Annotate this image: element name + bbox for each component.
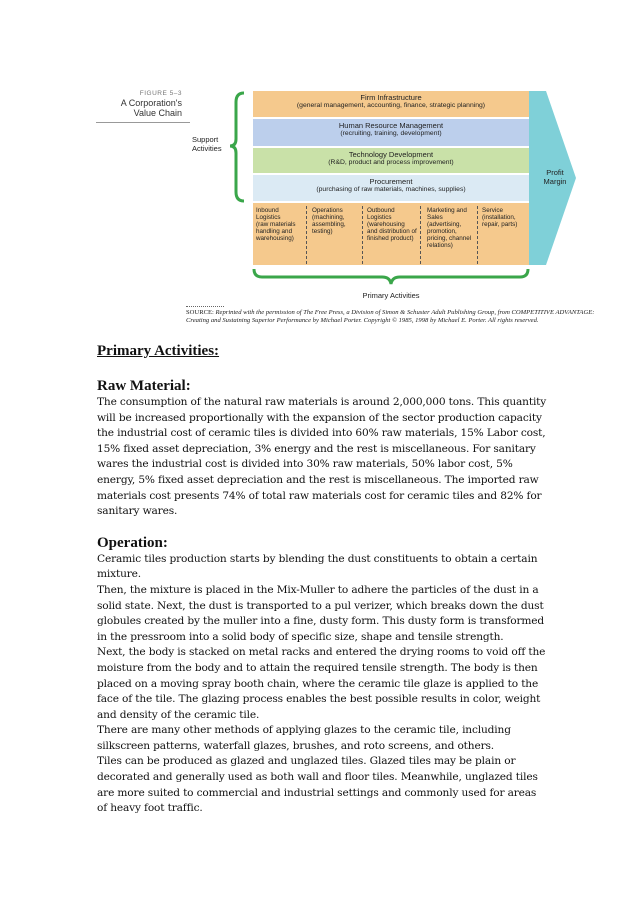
heading-raw-material: Raw Material:: [97, 378, 191, 394]
figure-number: FIGURE 5–3: [139, 90, 182, 97]
support-brace: [230, 93, 244, 201]
primary-divider: [362, 206, 363, 264]
support-human-resource: Human Resource Management (recruiting, training, development): [253, 119, 529, 146]
support-technology-development: Technology Development (R&D, product and process improvement): [253, 148, 529, 173]
source-rule: [186, 306, 224, 307]
paragraph-raw-material: The consumption of the natural raw materials is around 2,000,000 tons. This quantity will be increased proportionally with the expansion of the sector production capacity the industrial cost of ceramic tiles is divided into 60% raw materials, 15% Labor cost, 15% fixed asset depreciation, 3% energy and the rest is miscellaneous. For sanitary wares the industrial cost is divided into 30% raw materials, 50% labor cost, 5% energy, 5% fixed asset depreciation and the rest is miscellaneous. The imported raw materials cost presents 74% of total raw materials cost for ceramic tiles and 82% for sanitary wares.: [97, 396, 547, 518]
figure-source: SOURCE: Reprinted with the permission of The Free Press, a Division of Simon & Schuster Adult Publishing Group, from COMPETITIVE ADVANTAGE: Creating and Sustaining Superior Performance by Michael Porter. Copyright © 1985, 1998 by Michael E. Porter. All rights reserved.: [186, 309, 595, 325]
primary-divider: [477, 206, 478, 264]
heading-operation: Operation:: [97, 534, 168, 551]
value-chain-figure: [96, 84, 616, 344]
paragraph-operation: Tiles can be produced as glazed and unglazed tiles. Glazed tiles may be plain or decorated and generally used as both wall and floor tiles. Meanwhile, unglazed tiles are more suited to commercial and industrial settings and commonly used for areas of heavy foot traffic.: [97, 755, 538, 815]
primary-activities-label: Primary Activities: [362, 291, 420, 300]
primary-outbound-logistics: Outbound Logistics (warehousing and distribution of finished product): [367, 207, 417, 242]
paragraph-operation: Ceramic tiles production starts by blending the dust constituents to obtain a certain mixture.: [97, 552, 538, 581]
primary-service: Service (installation, repair, parts): [482, 207, 518, 228]
primary-brace: [254, 269, 528, 284]
support-activities-label: Support Activities: [192, 135, 222, 153]
heading-primary-activities: Primary Activities:: [97, 343, 220, 359]
support-procurement: Procurement (purchasing of raw materials, machines, supplies): [253, 175, 529, 201]
document-body: [97, 342, 547, 817]
primary-inbound-logistics: Inbound Logistics (raw materials handling and warehousing): [256, 207, 296, 242]
primary-divider: [420, 206, 421, 264]
figure-title: A Corporation's Value Chain: [120, 98, 182, 118]
paragraph-operation: There are many other methods of applying glazes to the ceramic tile, including silkscreen patterns, waterfall glazes, brushes, and roto screens, and others.: [97, 724, 511, 752]
paragraph-operation: Next, the body is stacked on metal racks and entered the drying rooms to void off the moisture from the body and to attain the required tensile strength. The body is then placed on a moving spray booth chain, where the ceramic tile glaze is applied to the face of the tile. The glazing process enables the best possible results in color, weight and density of the ceramic tile.: [97, 646, 546, 721]
primary-marketing-sales: Marketing and Sales (advertising, promotion, pricing, channel relations): [427, 207, 472, 249]
profit-margin-label: Profit Margin: [543, 168, 567, 186]
support-firm-infrastructure: Firm Infrastructure (general management, accounting, finance, strategic planning): [253, 91, 529, 117]
primary-operations: Operations (machining, assembling, testing): [312, 207, 346, 235]
primary-divider: [306, 206, 307, 264]
paragraph-operation: Then, the mixture is placed in the Mix-Muller to adhere the particles of the dust in a solid state. Next, the dust is transported to a pul verizer, which breaks down the dust globules created by the muller into a fine, dusty form. This dusty form is transformed in the pressroom into a solid body of specific size, shape and tensile strength.: [97, 583, 545, 643]
